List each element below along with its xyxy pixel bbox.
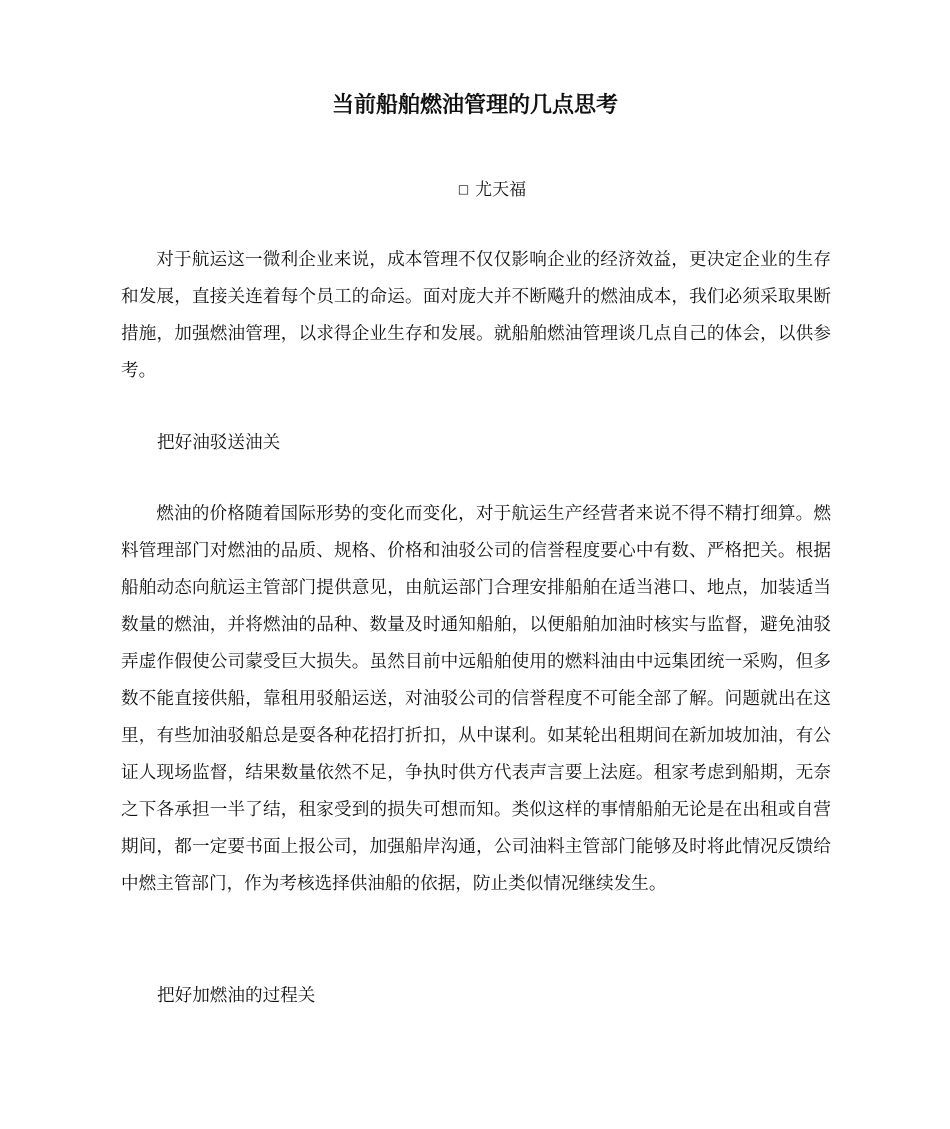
section-heading-oil-barge: 把好油驳送油关: [157, 433, 281, 453]
section-body-oil-barge: 燃油的价格随着国际形势的变化而变化，对于航运生产经营者来说不得不精打细算。燃料管理部门对燃油的品质、规格、价格和油驳公司的信誉程度要心中有数、严格把关。根据船舶动态向航运主管部门提供意见，由航运部门合理安排船舶在适当港口、地点，加装适当数量的燃油，并将燃油的品种、数量及时通知船舶，以便船舶加油时核实与监督，避免油驳弄虚作假使公司蒙受巨大损失。虽然目前中远船舶使用的燃料油由中远集团统一采购，但多数不能直接供船，靠租用驳船运送，对油驳公司的信誉程度不可能全部了解。问题就出在这里，有些加油驳船总是耍各种花招打折扣，从中谋利。如某轮出租期间在新加坡加油，有公证人现场监督，结果数量依然不足，争执时供方代表声言要上法庭。租家考虑到船期，无奈之下各承担一半了结，租家受到的损失可想而知。类似这样的事情船舶无论是在出租或自营期间，都一定要书面上报公司，加强船岸沟通，公司油料主管部门能够及时将此情况反馈给中燃主管部门，作为考核选择供油船的依据，防止类似情况继续发生。: [121, 504, 831, 894]
document-title: 当前船舶燃油管理的几点思考: [331, 93, 618, 118]
section-heading-bunkering-process: 把好加燃油的过程关: [157, 986, 316, 1006]
author-name: 尤天福: [475, 180, 527, 200]
author-line: [0, 177, 950, 203]
intro-paragraph: 对于航运这一微利企业来说，成本管理不仅仅影响企业的经济效益，更决定企业的生存和发展，直接关连着每个员工的命运。面对庞大并不断飚升的燃油成本，我们必须采取果断措施，加强燃油管理，以求得企业生存和发展。就船舶燃油管理谈几点自己的体会，以供参考。: [121, 250, 831, 381]
author-marker-icon: □: [457, 182, 470, 196]
